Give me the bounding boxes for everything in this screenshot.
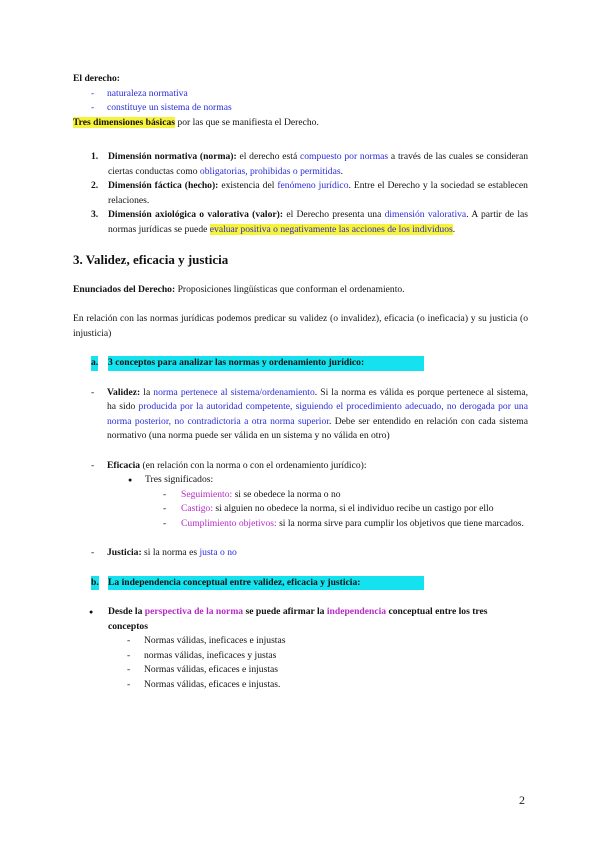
- eficacia-sublist: [73, 473, 528, 488]
- dimensions-list: [73, 150, 528, 237]
- list-item: - normas válidas, ineficaces y justas: [73, 649, 528, 664]
- dimension-item: 3. Dimensión axiológica o valorativa (valor): el Derecho presenta una dimensión valorativa. A partir de las normas jurídicas se puede evaluar positiva o negativamente las acciones de los individuos.: [91, 209, 528, 235]
- eficacia-item: - Eficacia (en relación con la norma o con el ordenamiento jurídico):: [73, 459, 528, 474]
- justicia-list: [73, 546, 528, 561]
- eficacia-meanings: [73, 488, 528, 532]
- list-item: - naturaleza normativa: [73, 87, 528, 102]
- independencia-list: [73, 605, 528, 634]
- page-number: 2: [519, 793, 525, 807]
- list-item: - constituye un sistema de normas: [73, 101, 528, 116]
- concepts-list: [73, 386, 528, 444]
- dimension-item: 2. Dimensión fáctica (hecho): existencia del fenómeno jurídico. Entre el Derecho y la sociedad se establecen relaciones.: [91, 180, 528, 206]
- list-item: - Castigo: si alguien no obedece la norma, si el individuo recibe un castigo por ello: [73, 502, 528, 517]
- document-page: [73, 72, 528, 692]
- derecho-list: [73, 87, 528, 116]
- subsection-a-heading: a. 3 conceptos para analizar las normas y ordenamiento jurídico:: [73, 356, 528, 371]
- list-item: - Normas válidas, eficaces e injustas.: [73, 678, 528, 693]
- tres-dimensiones-label: Tres dimensiones básicas: [73, 116, 175, 128]
- validez-item: - Validez: la norma pertenece al sistema/ordenamiento. Si la norma es válida es porque pertenece al sistema, ha sido producida por la autoridad competente, siguiendo el procedimiento adecuado, no derogada por una norma posterior, no contradictoria a otra norma superior. Debe ser entendido en relación con cada sistema normativo (una norma puede ser válida en un sistema y no válida en otro): [73, 386, 528, 444]
- enunciados-paragraph: Enunciados del Derecho: Proposiciones lingüísticas que conforman el ordenamiento.: [73, 283, 405, 295]
- list-item: - Normas válidas, eficaces e injustas: [73, 663, 528, 678]
- dimension-item: 1. Dimensión normativa (norma): el derecho está compuesto por normas a través de las cuales se consideran ciertas conductas como obligatorias, prohibidas o permitidas.: [91, 151, 529, 177]
- list-item: - Cumplimiento objetivos: si la norma sirve para cumplir los objetivos que tiene marcados.: [73, 517, 528, 532]
- subsection-b-heading: b. La independencia conceptual entre validez, eficacia y justicia:: [73, 576, 528, 591]
- derecho-heading: El derecho:: [73, 73, 120, 84]
- relacion-paragraph: En relación con las normas jurídicas podemos predicar su validez (o invalidez), eficacia (o ineficacia) y su justicia (o injusticia): [73, 313, 528, 339]
- list-item: - Normas válidas, ineficaces e injustas: [73, 634, 528, 649]
- section-title: 3. Validez, eficacia y justicia: [73, 252, 229, 267]
- tres-dimensiones-line: Tres dimensiones básicas por las que se manifiesta el Derecho.: [73, 116, 319, 128]
- justicia-item: - Justicia: si la norma es justa o no: [73, 546, 528, 561]
- list-item: ● Tres significados:: [73, 473, 528, 488]
- list-item: - Seguimiento: si se obedece la norma o no: [73, 488, 528, 503]
- combinations-list: [73, 634, 528, 692]
- eficacia-list: [73, 459, 528, 474]
- independencia-item: ● Desde la perspectiva de la norma se puede afirmar la independencia conceptual entre los tres conceptos: [73, 605, 528, 634]
